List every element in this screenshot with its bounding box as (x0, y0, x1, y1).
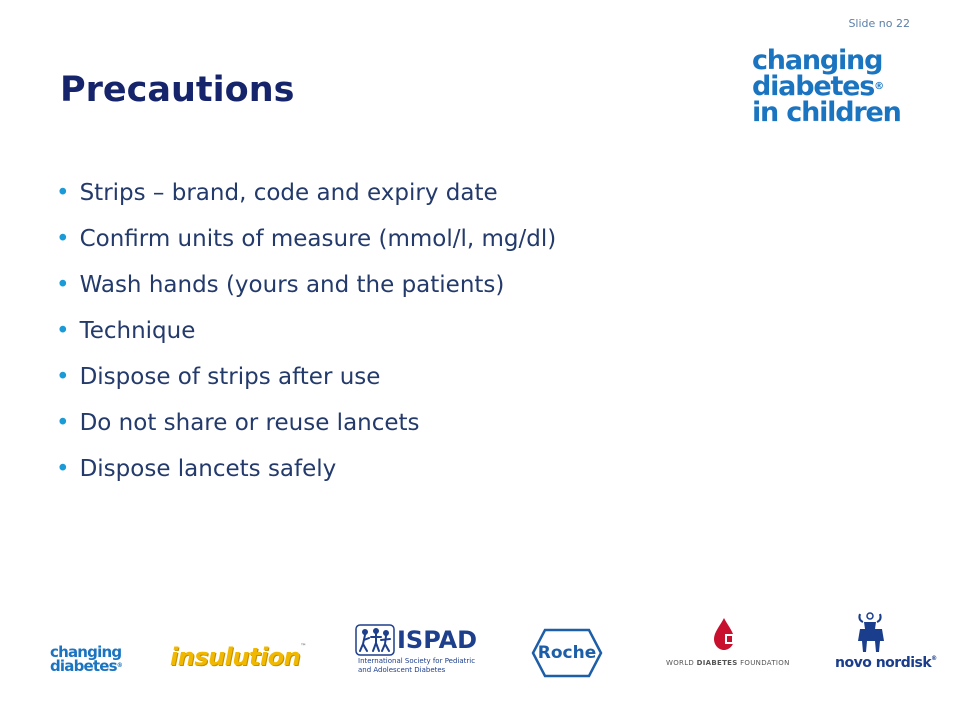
bullet-text: Wash hands (yours and the patients) (79, 272, 505, 298)
bullet-text: Confirm units of measure (mmol/l, mg/dl) (79, 226, 557, 252)
ispad-subtitle-line-2: and Adolescent Diabetes (358, 666, 446, 674)
bullet-icon: • (56, 272, 70, 298)
ispad-name: ISPAD (397, 626, 478, 654)
bullet-item (56, 308, 556, 354)
changing-diabetes-partner-logo (50, 645, 122, 673)
wdf-word-2: DIABETES (696, 659, 738, 667)
novo-text: novo nordisk (835, 655, 932, 671)
blood-drop-icon (710, 616, 738, 652)
cd-line-1: changing (50, 643, 122, 661)
world-diabetes-foundation-logo (666, 614, 790, 674)
cd-line-2: diabetes (50, 657, 117, 675)
bullet-list (56, 170, 556, 492)
bullet-text: Technique (79, 318, 196, 344)
insulution-text: insulution (170, 643, 301, 671)
insulution-tm: ™ (300, 643, 306, 650)
bullet-icon: • (56, 410, 70, 436)
ispad-subtitle-line-1: International Society for Pediatric (358, 657, 476, 665)
roche-text: Roche (537, 643, 597, 663)
apis-bull-icon (850, 610, 890, 654)
changing-diabetes-in-children-logo (752, 45, 901, 128)
wdf-wordmark (666, 659, 790, 667)
insulution-logo (170, 643, 306, 671)
logo-line-3: in children (752, 97, 901, 128)
bullet-icon: • (56, 180, 70, 206)
bullet-icon: • (56, 456, 70, 482)
novo-nordisk-logo (832, 610, 937, 675)
ispad-logo (355, 624, 480, 674)
bullet-icon: • (56, 364, 70, 390)
wdf-word-3: FOUNDATION (740, 659, 790, 667)
bullet-item (56, 170, 556, 216)
slide-title: Precautions (60, 70, 295, 110)
bullet-item (56, 400, 556, 446)
cd-registered-mark: ® (116, 662, 122, 669)
bullet-icon: • (56, 226, 70, 252)
novo-nordisk-wordmark (835, 655, 937, 671)
ispad-subtitle (358, 657, 483, 675)
bullet-item (56, 446, 556, 492)
bullet-icon: • (56, 318, 70, 344)
bullet-item (56, 262, 556, 308)
logo-line-2: diabetes (752, 71, 875, 102)
bullet-text: Do not share or reuse lancets (79, 410, 420, 436)
wdf-word-1: WORLD (666, 659, 695, 667)
logo-line-1: changing (752, 45, 883, 76)
slide-number: Slide no 22 (848, 17, 910, 30)
ispad-figures-icon (355, 624, 395, 656)
bullet-text: Dispose of strips after use (79, 364, 381, 390)
bullet-item (56, 354, 556, 400)
bullet-item (56, 216, 556, 262)
logo-registered-mark: ® (874, 81, 885, 92)
novo-registered-mark: ® (931, 655, 937, 662)
bullet-text: Dispose lancets safely (79, 456, 337, 482)
bullet-text: Strips – brand, code and expiry date (79, 180, 498, 206)
